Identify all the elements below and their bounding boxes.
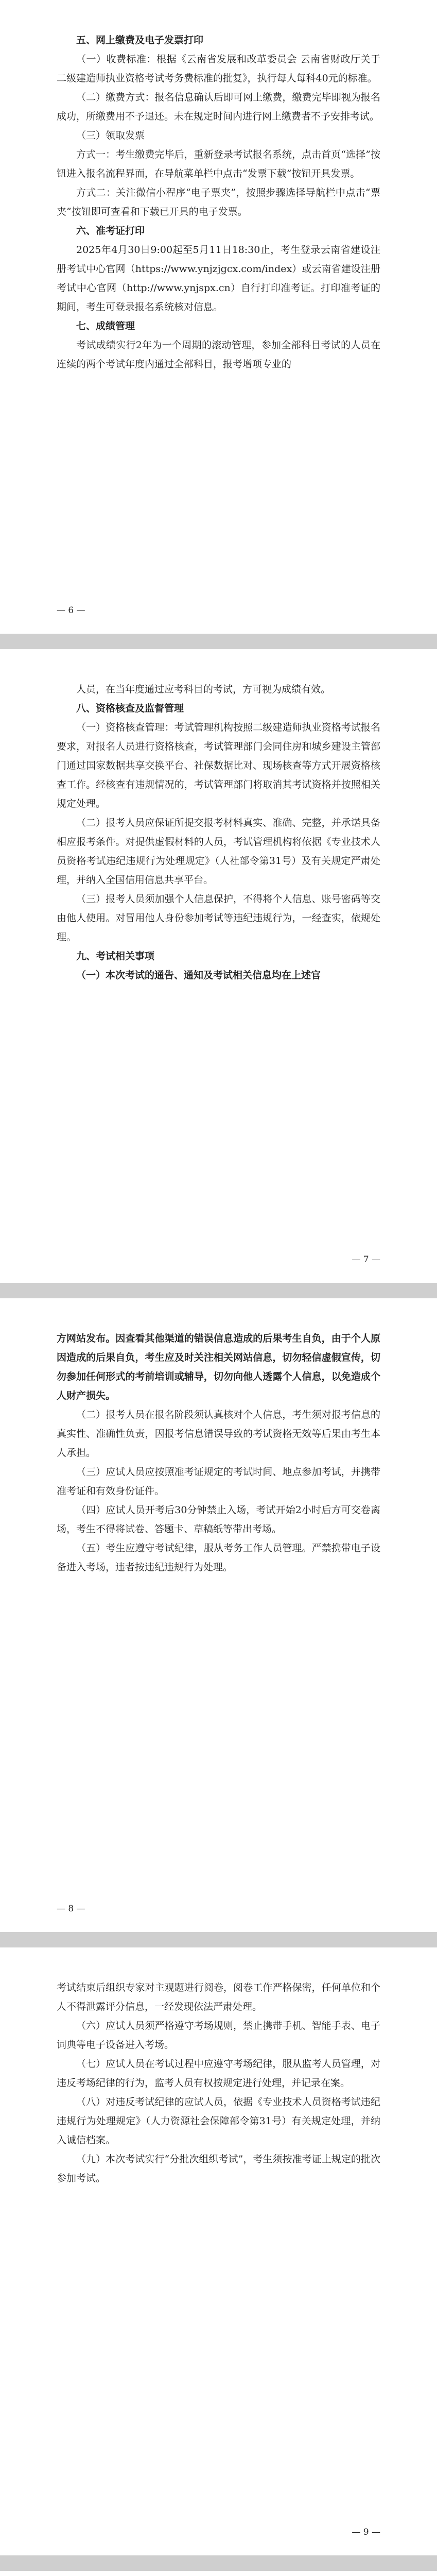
- page-number: — 9 —: [352, 2527, 380, 2537]
- paragraph: （三）报考人员须加强个人信息保护，不得将个人信息、账号密码等交由他人使用。对冒用他人身份参加考试等违纪违规行为，一经查实，依规处理。: [57, 893, 380, 943]
- paragraph: 考试结束后组织专家对主观题进行阅卷，阅卷工作严格保密，任何单位和个人不得泄露评分信息，一经发现依法严肃处理。: [57, 1982, 380, 2012]
- paragraph: （六）应试人员须严格遵守考场规则，禁止携带手机、智能手表、电子词典等电子设备进入考场。: [57, 2020, 380, 2050]
- page-gap: [0, 2555, 437, 2571]
- paragraph: （一）资格核查管理：考试管理机构按照二级建造师执业资格考试报名要求，对报名人员进行资格核查，考试管理部门会同住房和城乡建设主管部门通过国家数据共享交换平台、社保数据比对、现场核查等方式开展资格核查工作。经核查有违规情况的，考试管理部门将取消其考试资格并按照相关规定处理。: [57, 722, 380, 809]
- paragraph-bold: （一）本次考试的通告、通知及考试相关信息均在上述官: [76, 970, 321, 981]
- page-number: — 6 —: [57, 605, 85, 616]
- paragraph: （二）报考人员在报名阶段须认真核对个人信息，考生须对报考信息的真实性、准确性负责，因报考信息错误导致的考试资格无效等后果由考生本人承担。: [57, 1409, 380, 1459]
- paragraph: （三）应试人员应按照准考证规定的考试时间、地点参加考试，并携带准考证和有效身份证件。: [57, 1466, 380, 1497]
- document-page-6: [0, 0, 437, 634]
- section-heading-9: 九、考试相关事项: [76, 951, 155, 962]
- paragraph: （二）报考人员应保证所提交报考材料真实、准确、完整，并承诺具备相应报考条件。对提供虚假材料的人员，考试管理机构将依据《专业技术人员资格考试违纪违规行为处理规定》（人社部令第31号）及有关规定严肃处理，并纳入全国信用信息共享平台。: [57, 817, 380, 886]
- paragraph: （四）应试人员开考后30分钟禁止入场，考试开始2小时后方可交卷离场，考生不得将试卷、答题卡、草稿纸等带出考场。: [57, 1504, 380, 1535]
- paragraph: （九）本次考试实行“分批次组织考试”，考生须按准考证上规定的批次参加考试。: [57, 2154, 380, 2184]
- paragraph: 人员，在当年度通过应考科目的考试，方可视为成绩有效。: [76, 684, 331, 695]
- section-heading-8: 八、资格核查及监督管理: [76, 703, 184, 714]
- paragraph: （三）领取发票: [76, 130, 145, 141]
- section-heading-5: 五、网上缴费及电子发票打印: [76, 35, 204, 46]
- paragraph: （五）考生应遵守考试纪律，服从考务工作人员管理。严禁携带电子设备进入考场，违者按违纪违规行为处理。: [57, 1543, 380, 1573]
- page-gap: [0, 1283, 437, 1298]
- paragraph: 方式一：考生缴费完毕后，重新登录考试报名系统，点击首页“选择”按钮进入报名流程界面，在导航菜单栏中点击“发票下载”按钮开具发票。: [57, 149, 380, 179]
- document-page-10: [0, 2571, 437, 2576]
- section-heading-6: 六、准考证打印: [76, 225, 145, 236]
- paragraph: 2025年4月30日9:00起至5月11日18:30止，考生登录云南省建设注册考试中心官网（https://www.ynjzjgcx.com/index）或云南省建设注册考试中心官网（http://www.ynjspx.cn）自行打印准考证。打印准考证的期间，考生可登录报名系统核对信息。: [57, 244, 380, 313]
- page-number: — 7 —: [352, 1255, 380, 1265]
- page-gap: [0, 1932, 437, 1947]
- paragraph: （八）对违反考试纪律的应试人员，依据《专业技术人员资格考试违纪违规行为处理规定》（人力资源社会保障部令第31号）有关规定处理，并纳入诚信档案。: [57, 2096, 380, 2146]
- document-page-7: [0, 649, 437, 1283]
- paragraph: （七）应试人员在考试过程中应遵守考场纪律，服从监考人员管理，对违反考场纪律的行为，监考人员有权按规定进行处理，并记录在案。: [57, 2058, 380, 2089]
- paragraph: 考试成绩实行2年为一个周期的滚动管理，参加全部科目考试的人员在连续的两个考试年度内通过全部科目，报考增项专业的: [57, 340, 380, 370]
- paragraph-bold: 方网站发布。因查看其他渠道的错误信息造成的后果考生自负，由于个人原因造成的后果自负，考生应及时关注相关网站信息，切勿轻信虚假宣传，切勿参加任何形式的考前培训或辅导，切勿向他人透露个人信息，以免造成个人财产损失。: [57, 1333, 380, 1401]
- paragraph: （一）收费标准：根据《云南省发展和改革委员会 云南省财政厅关于二级建造师执业资格考试考务费标准的批复》，执行每人每科40元的标准。: [57, 54, 380, 84]
- paragraph: （二）缴费方式：报名信息确认后即可网上缴费，缴费完毕即视为报名成功，所缴费用不予退还。未在规定时间内进行网上缴费者不予安排考试。: [57, 92, 380, 122]
- paragraph: 方式二：关注微信小程序“电子票夹”，按照步骤选择导航栏中点击“票夹”按钮即可查看和下载已开具的电子发票。: [57, 187, 380, 217]
- document-page-9: [0, 1947, 437, 2555]
- page-gap: [0, 634, 437, 649]
- section-heading-7: 七、成绩管理: [76, 320, 135, 332]
- document-page-8: [0, 1298, 437, 1932]
- page-number: — 8 —: [57, 1904, 85, 1914]
